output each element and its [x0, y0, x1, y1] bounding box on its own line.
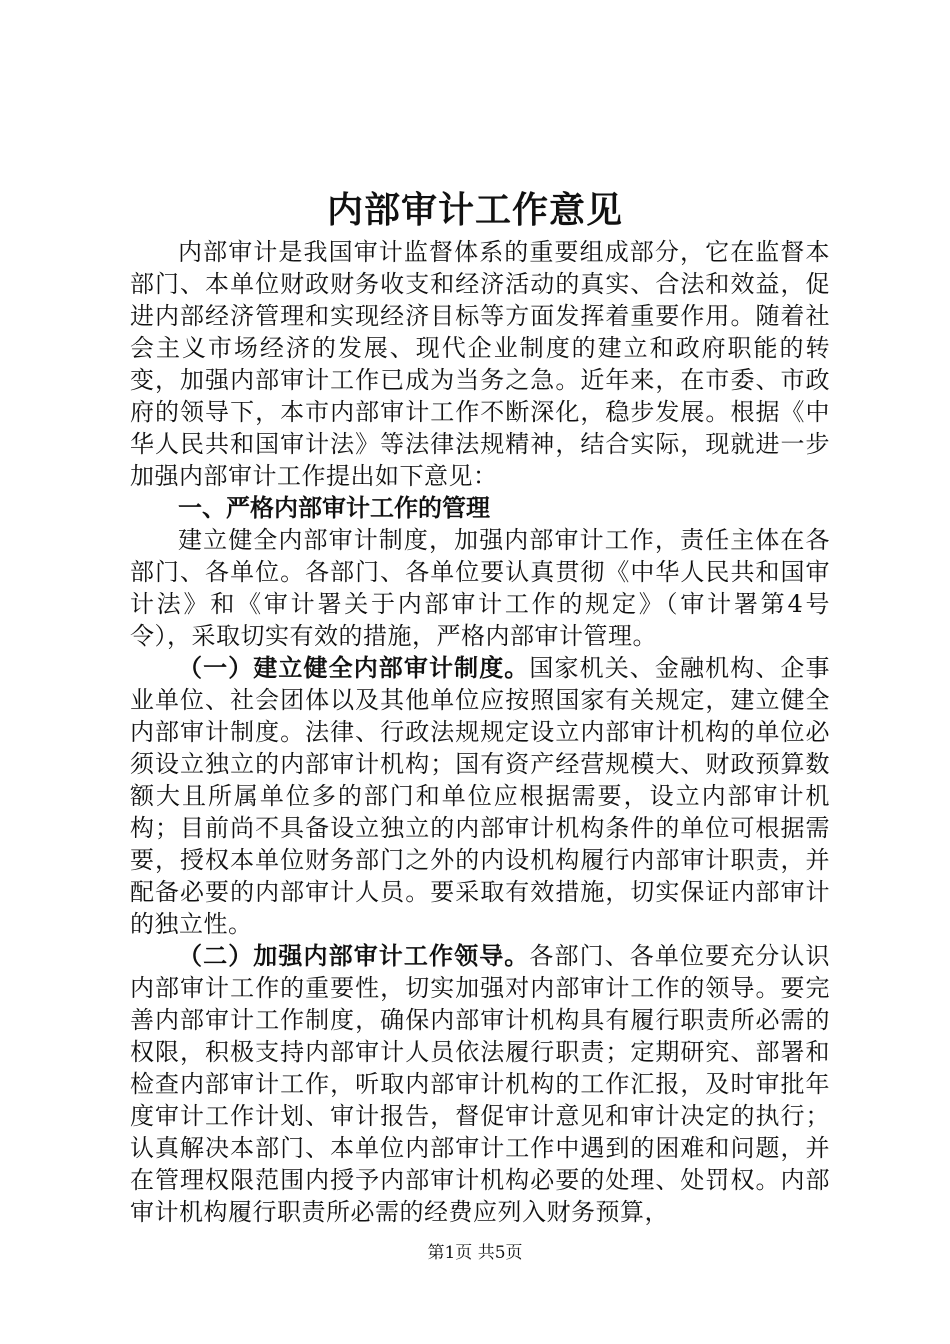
item-heading-2: （二）加强内部审计工作领导。 — [178, 941, 530, 970]
item-paragraph-1 — [130, 652, 830, 940]
item-paragraph-2 — [130, 940, 830, 1228]
section-paragraph: 建立健全内部审计制度，加强内部审计工作，责任主体在各部门、各单位。各部门、各单位要认真贯彻《中华人民共和国审计法》和《审计署关于内部审计工作的规定》（审计署第4号令），采取切实有效的措施，严格内部审计管理。 — [130, 526, 830, 650]
document-title: 内部审计工作意见 — [326, 189, 623, 231]
page-number-footer: 第1页 共5页 — [427, 1243, 523, 1263]
item-text-1: 国家机关、金融机构、企事业单位、社会团体以及其他单位应按照国家有关规定，建立健全内部审计制度。法律、行政法规规定设立内部审计机构的单位必须设立独立的内部审计机构；国有资产经营规模大、财政预算数额大且所属单位多的部门和单位应根据需要，设立内部审计机构；目前尚不具备设立独立的内部审计机构条件的单位可根据需要，授权本单位财务部门之外的内设机构履行内部审计职责，并配备必要的内部审计人员。要采取有效措施，切实保证内部审计的独立性。 — [130, 654, 831, 938]
item-text-2: 各部门、各单位要充分认识内部审计工作的重要性，切实加强对内部审计工作的领导。要完善内部审计工作制度，确保内部审计机构具有履行职责所必需的权限，积极支持内部审计人员依法履行职责；定期研究、部署和检查内部审计工作，听取内部审计机构的工作汇报，及时审批年度审计工作计划、审计报告，督促审计意见和审计决定的执行；认真解决本部门、本单位内部审计工作中遇到的困难和问题，并在管理权限范围内授予内部审计机构必要的处理、处罚权。内部审计机构履行职责所必需的经费应列入财务预算， — [130, 942, 831, 1226]
item-heading-1: （一）建立健全内部审计制度。 — [178, 653, 530, 682]
intro-paragraph: 内部审计是我国审计监督体系的重要组成部分，它在监督本部门、本单位财政财务收支和经济活动的真实、合法和效益，促进内部经济管理和实现经济目标等方面发挥着重要作用。随着社会主义市场经济的发展、现代企业制度的建立和政府职能的转变，加强内部审计工作已成为当务之急。近年来，在市委、市政府的领导下，本市内部审计工作不断深化，稳步发展。根据《中华人民共和国审计法》等法律法规精神，结合实际，现就进一步加强内部审计工作提出如下意见： — [130, 238, 830, 490]
document-body — [130, 236, 830, 1228]
section-heading: 一、严格内部审计工作的管理 — [178, 493, 490, 522]
